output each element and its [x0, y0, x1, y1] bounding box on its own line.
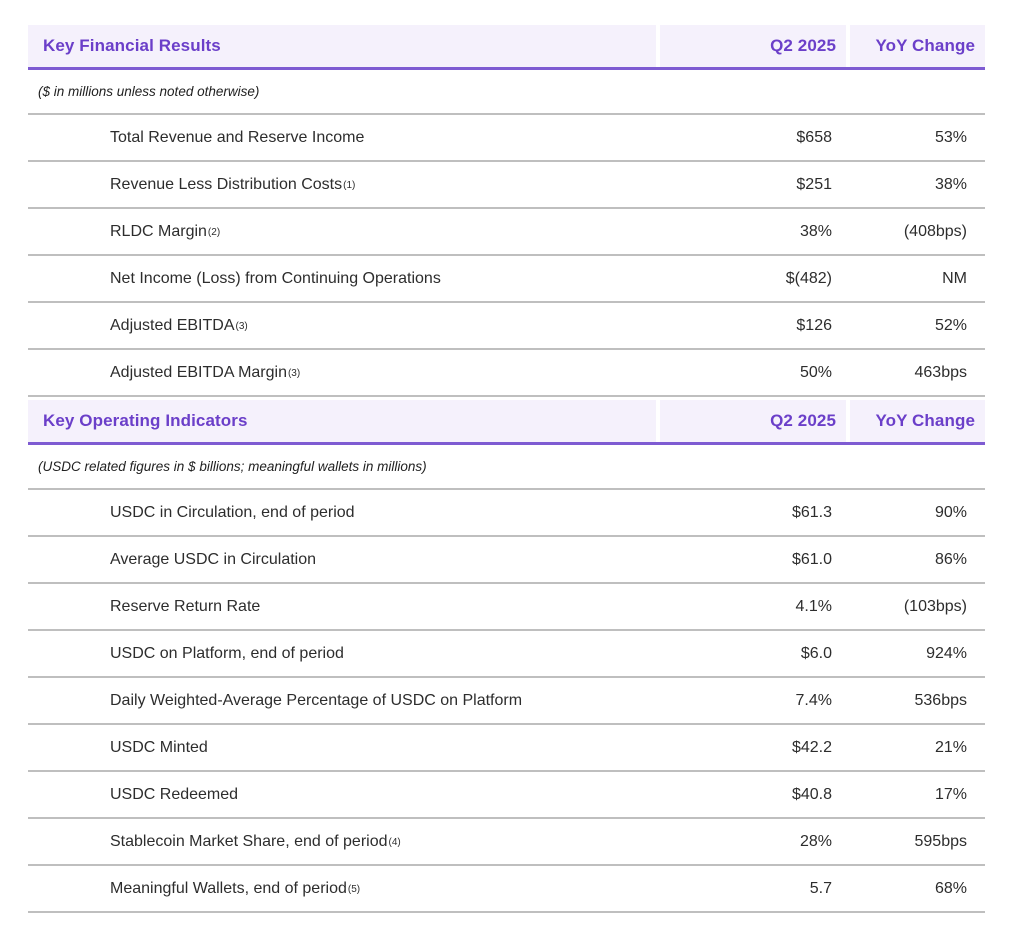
section-header-row	[28, 400, 985, 445]
metric-label: Meaningful Wallets, end of period	[110, 879, 347, 897]
metric-label-cell	[28, 692, 656, 710]
section-title: Key Financial Results	[43, 36, 221, 55]
section-rows	[28, 488, 985, 913]
table-row	[28, 535, 985, 582]
metric-label: USDC on Platform, end of period	[110, 644, 344, 662]
metric-label-cell	[28, 129, 656, 147]
table-row	[28, 301, 985, 348]
yoy-value: 53%	[934, 128, 967, 146]
yoy-value: 38%	[934, 175, 967, 193]
yoy-value: 536bps	[914, 691, 967, 709]
period-column-label: Q2 2025	[770, 411, 836, 430]
metric-label: USDC in Circulation, end of period	[110, 503, 355, 521]
table-row	[28, 254, 985, 301]
footnote-marker: (4)	[388, 836, 401, 848]
metric-label-cell	[28, 739, 656, 757]
section-rows	[28, 113, 985, 397]
yoy-value: (408bps)	[903, 222, 967, 240]
footnote-marker: (1)	[343, 179, 356, 191]
metric-label-cell	[28, 223, 656, 241]
table-section	[28, 25, 985, 397]
table-section	[28, 400, 985, 913]
footnote-marker: (2)	[207, 226, 221, 238]
metric-label-cell	[28, 645, 656, 663]
metric-label-cell	[28, 270, 656, 288]
yoy-value: 52%	[934, 316, 967, 334]
period-value: $61.0	[791, 550, 832, 568]
table-row	[28, 582, 985, 629]
table-row	[28, 160, 985, 207]
yoy-column-header	[850, 25, 985, 67]
table-row	[28, 770, 985, 817]
metric-label: Stablecoin Market Share, end of period	[110, 832, 388, 850]
metric-label-cell	[28, 364, 656, 382]
period-value: $(482)	[785, 269, 832, 287]
period-column-header	[660, 25, 846, 67]
section-scope-note	[28, 70, 985, 113]
table-row	[28, 348, 985, 395]
metric-label-cell	[28, 504, 656, 522]
period-column-header	[660, 400, 846, 442]
section-title-cell	[28, 25, 656, 67]
metric-label: RLDC Margin	[110, 222, 207, 240]
yoy-value: 595bps	[914, 832, 967, 850]
yoy-value: (103bps)	[903, 597, 967, 615]
period-value: $42.2	[791, 738, 832, 756]
period-value: $251	[796, 175, 832, 193]
table-row	[28, 207, 985, 254]
metric-label-cell	[28, 880, 656, 898]
period-column-label: Q2 2025	[770, 36, 836, 55]
yoy-column-header	[850, 400, 985, 442]
period-value: 4.1%	[795, 597, 832, 615]
period-value: $61.3	[791, 503, 832, 521]
scope-note-text: (USDC related figures in $ billions; meaningful wallets in millions)	[38, 459, 427, 474]
scope-note-text: ($ in millions unless noted otherwise)	[38, 84, 260, 99]
yoy-value: 463bps	[914, 363, 967, 381]
metric-label-cell	[28, 786, 656, 804]
metric-label: Adjusted EBITDA Margin	[110, 363, 287, 381]
metric-label: Reserve Return Rate	[110, 597, 261, 615]
period-value: 38%	[799, 222, 832, 240]
metric-label-cell	[28, 317, 656, 335]
metric-label: Average USDC in Circulation	[110, 550, 317, 568]
table-row	[28, 817, 985, 864]
yoy-value: 86%	[934, 550, 967, 568]
yoy-column-label: YoY Change	[875, 36, 975, 55]
metric-label-cell	[28, 176, 656, 194]
period-value: $126	[796, 316, 832, 334]
table-row	[28, 723, 985, 770]
period-value: 5.7	[809, 879, 832, 897]
section-title-cell	[28, 400, 656, 442]
footnote-marker: (3)	[287, 367, 301, 379]
metric-label-cell	[28, 833, 656, 851]
period-value: $40.8	[791, 785, 832, 803]
financial-results-table	[28, 25, 985, 913]
metric-label: Daily Weighted-Average Percentage of USDC on Platform	[110, 691, 523, 709]
period-value: $6.0	[800, 644, 832, 662]
yoy-value: NM	[942, 269, 967, 287]
metric-label: Revenue Less Distribution Costs	[110, 175, 343, 193]
metric-label: Total Revenue and Reserve Income	[110, 128, 365, 146]
period-value: 7.4%	[795, 691, 832, 709]
period-value: $658	[796, 128, 832, 146]
yoy-value: 17%	[934, 785, 967, 803]
yoy-value: 68%	[934, 879, 967, 897]
section-scope-note	[28, 445, 985, 488]
section-title: Key Operating Indicators	[43, 411, 248, 430]
table-row	[28, 629, 985, 676]
metric-label: USDC Minted	[110, 738, 208, 756]
footnote-marker: (5)	[347, 883, 361, 895]
metric-label: USDC Redeemed	[110, 785, 239, 803]
yoy-value: 90%	[934, 503, 967, 521]
table-row	[28, 676, 985, 723]
section-header-row	[28, 25, 985, 70]
yoy-column-label: YoY Change	[875, 411, 975, 430]
table-row	[28, 488, 985, 535]
metric-label-cell	[28, 598, 656, 616]
table-row	[28, 864, 985, 911]
metric-label: Net Income (Loss) from Continuing Operations	[110, 269, 441, 287]
footnote-marker: (3)	[235, 320, 248, 332]
yoy-value: 924%	[926, 644, 967, 662]
metric-label-cell	[28, 551, 656, 569]
period-value: 50%	[799, 363, 832, 381]
table-row	[28, 113, 985, 160]
period-value: 28%	[799, 832, 832, 850]
yoy-value: 21%	[934, 738, 967, 756]
metric-label: Adjusted EBITDA	[110, 316, 235, 334]
